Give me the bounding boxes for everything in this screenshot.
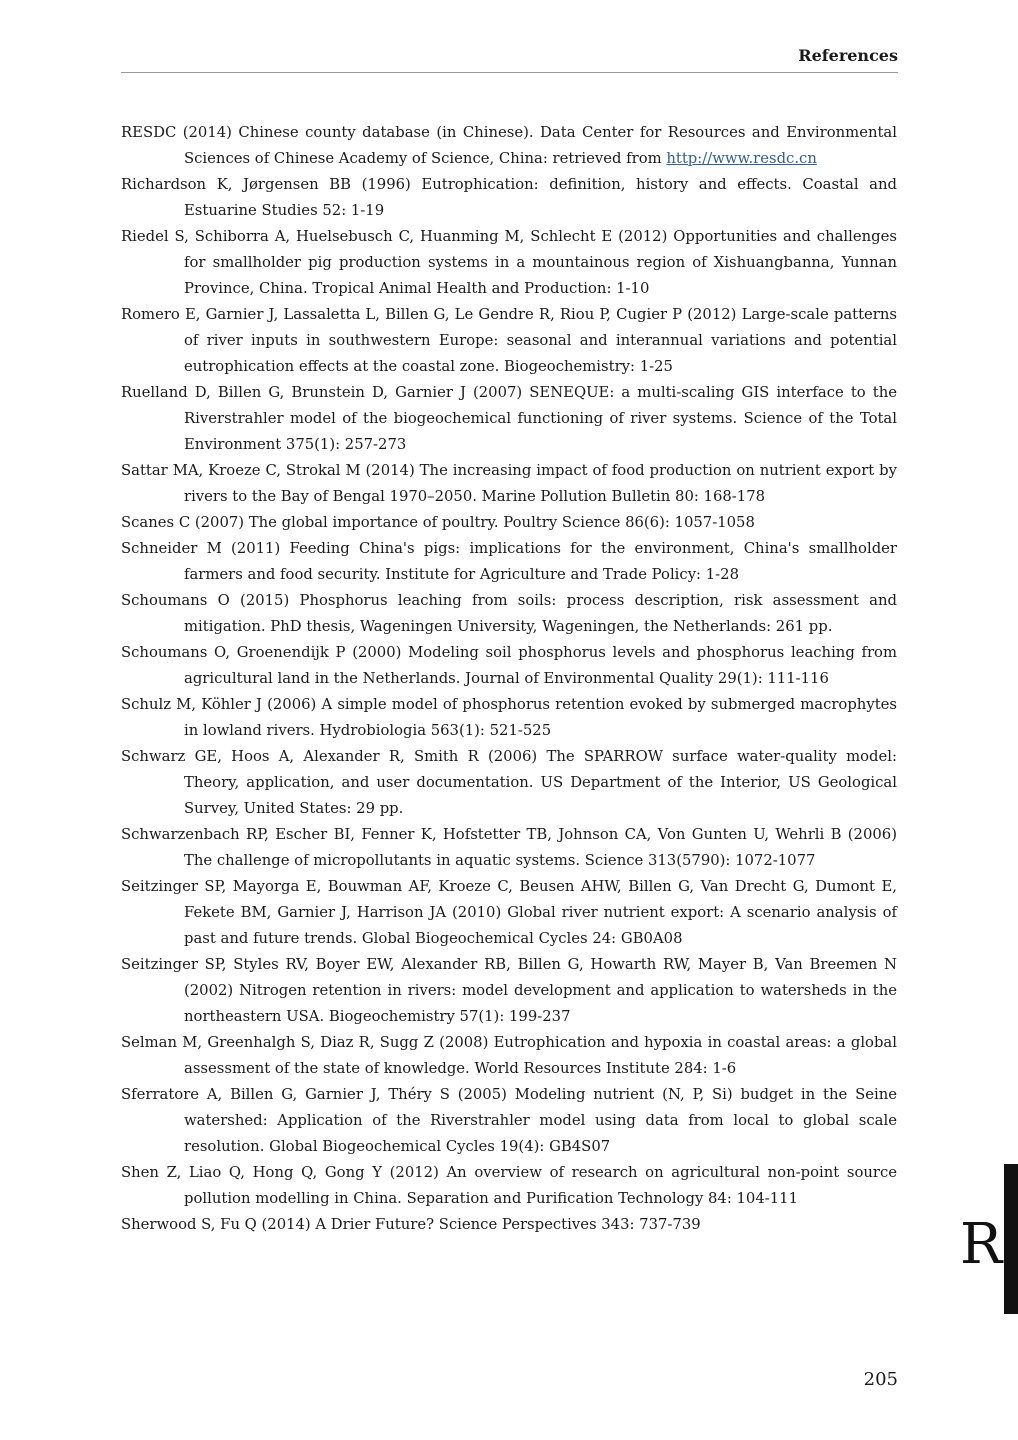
reference-entry: Sferratore A, Billen G, Garnier J, Théry S (2005) Modeling nutrient (N, P, Si) budget in the Seine watershed: Application of the Riverstrahler model using data from local to global scale resolution. Global Biogeochemical Cycles 19(4): GB4S07 [121,1086,897,1155]
reference-entry: Selman M, Greenhalgh S, Diaz R, Sugg Z (2008) Eutrophication and hypoxia in coastal areas: a global assessment of the state of knowledge. World Resources Institute 284: 1-6 [121,1034,897,1077]
reference-entry [121,120,897,172]
reference-text: RESDC (2014) Chinese county database (in Chinese). Data Center for Resources and Environmental Sciences of Chinese Academy of Science, China: retrieved from [121,124,897,167]
reference-entry: Schoumans O, Groenendijk P (2000) Modeling soil phosphorus levels and phosphorus leaching from agricultural land in the Netherlands. Journal of Environmental Quality 29(1): 111-116 [121,644,897,687]
page-number: 205 [863,1369,898,1390]
reference-entry: Sattar MA, Kroeze C, Strokal M (2014) The increasing impact of food production on nutrient export by rivers to the Bay of Bengal 1970–2050. Marine Pollution Bulletin 80: 168-178 [121,462,897,505]
reference-list [121,120,897,1238]
reference-entry: Romero E, Garnier J, Lassaletta L, Billen G, Le Gendre R, Riou P, Cugier P (2012) Large-scale patterns of river inputs in southwestern Europe: seasonal and interannual variations and potential eutrophication effects at the coastal zone. Biogeochemistry: 1-25 [121,306,897,375]
header-divider [121,72,898,73]
reference-entry: Sherwood S, Fu Q (2014) A Drier Future? Science Perspectives 343: 737-739 [121,1216,701,1233]
reference-entry: Shen Z, Liao Q, Hong Q, Gong Y (2012) An overview of research on agricultural non-point source pollution modelling in China. Separation and Purification Technology 84: 104-111 [121,1164,897,1207]
reference-entry: Ruelland D, Billen G, Brunstein D, Garnier J (2007) SENEQUE: a multi-scaling GIS interface to the Riverstrahler model of the biogeochemical functioning of river systems. Science of the Total Environment 375(1): 257-273 [121,384,897,453]
running-header-title: References [798,46,898,65]
reference-link[interactable]: http://www.resdc.cn [666,150,817,167]
reference-entry: Richardson K, Jørgensen BB (1996) Eutrophication: definition, history and effects. Coastal and Estuarine Studies 52: 1-19 [121,176,897,219]
reference-entry: Seitzinger SP, Styles RV, Boyer EW, Alexander RB, Billen G, Howarth RW, Mayer B, Van Breemen N (2002) Nitrogen retention in rivers: model development and application to watersheds in the northeastern USA. Biogeochemistry 57(1): 199-237 [121,956,897,1025]
reference-entry: Schulz M, Köhler J (2006) A simple model of phosphorus retention evoked by submerged macrophytes in lowland rivers. Hydrobiologia 563(1): 521-525 [121,696,897,739]
reference-entry: Scanes C (2007) The global importance of poultry. Poultry Science 86(6): 1057-1058 [121,514,755,531]
reference-entry: Schwarzenbach RP, Escher BI, Fenner K, Hofstetter TB, Johnson CA, Von Gunten U, Wehrli B (2006) The challenge of micropollutants in aquatic systems. Science 313(5790): 1072-1077 [121,826,897,869]
section-tab-bar [1004,1164,1018,1314]
section-tab-letter: R [960,1212,1003,1277]
reference-entry: Schwarz GE, Hoos A, Alexander R, Smith R (2006) The SPARROW surface water-quality model: Theory, application, and user documentation. US Department of the Interior, US Geological Survey, United States: 29 pp. [121,748,897,817]
reference-entry: Seitzinger SP, Mayorga E, Bouwman AF, Kroeze C, Beusen AHW, Billen G, Van Drecht G, Dumont E, Fekete BM, Garnier J, Harrison JA (2010) Global river nutrient export: A scenario analysis of past and future trends. Global Biogeochemical Cycles 24: GB0A08 [121,878,897,947]
reference-entry: Riedel S, Schiborra A, Huelsebusch C, Huanming M, Schlecht E (2012) Opportunities and challenges for smallholder pig production systems in a mountainous region of Xishuangbanna, Yunnan Province, China. Tropical Animal Health and Production: 1-10 [121,228,897,297]
reference-entry: Schoumans O (2015) Phosphorus leaching from soils: process description, risk assessment and mitigation. PhD thesis, Wageningen University, Wageningen, the Netherlands: 261 pp. [121,592,897,635]
reference-entry: Schneider M (2011) Feeding China's pigs: implications for the environment, China's smallholder farmers and food security. Institute for Agriculture and Trade Policy: 1-28 [121,540,897,583]
